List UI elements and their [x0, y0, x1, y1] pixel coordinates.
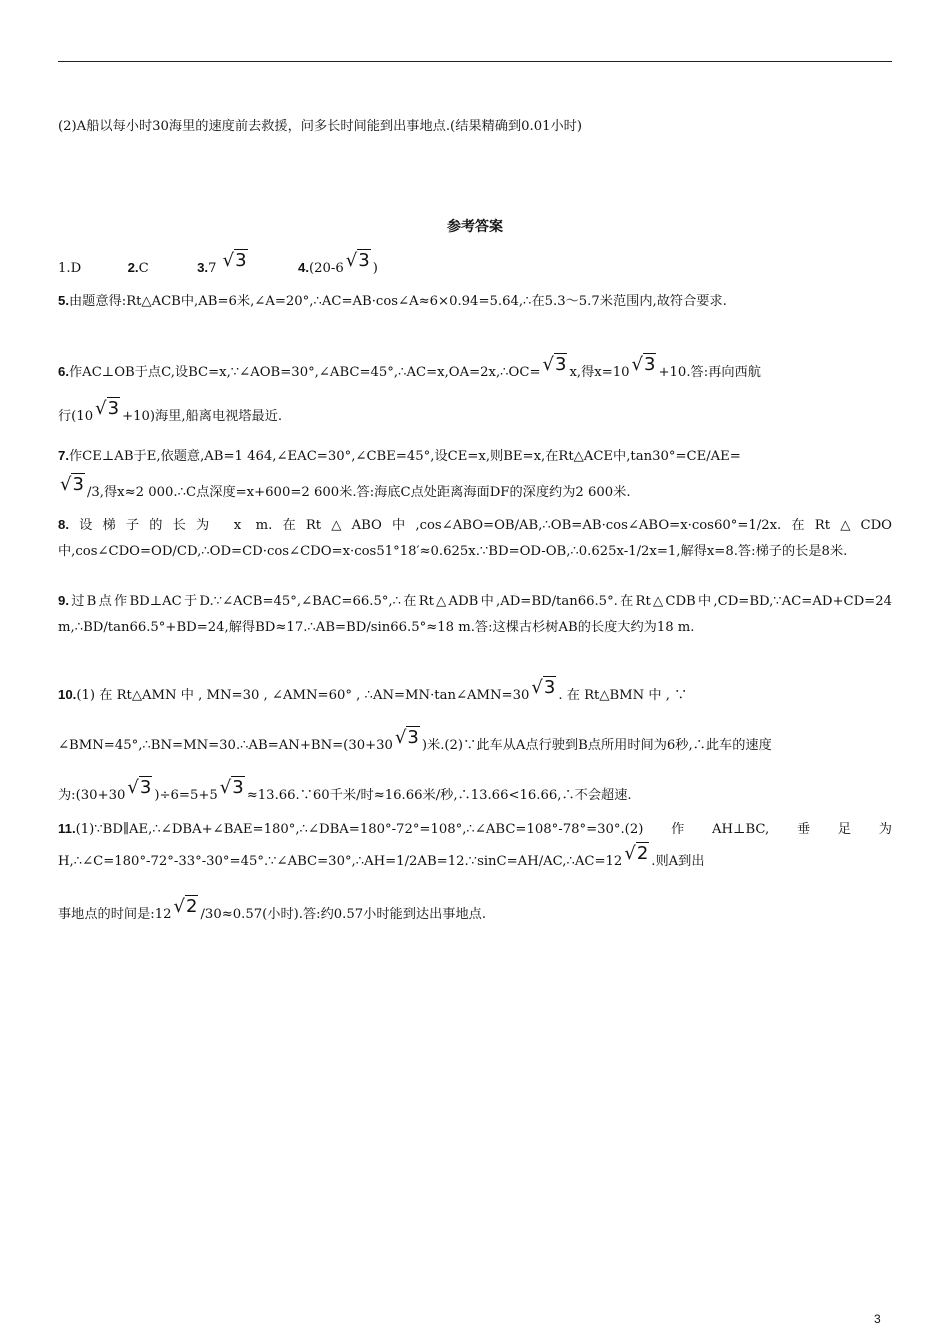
answer-4-number: 4. [298, 260, 309, 275]
answer-6-text: x,得x=10 [569, 365, 630, 380]
sqrt-radicand: 3 [644, 354, 656, 375]
answer-11-text: (1)∵BD∥AE,∴∠DBA+∠BAE=180°,∴∠DBA=180°-72°=108°,∴∠ABC=108°-78°=30°.(2)作AH⊥BC,垂足为H,∴∠C=180°-72°-33°-30°=45°.∵∠ABC=30°,∴AH=1/2AB=12.∵sinC=AH/AC,∴AC=12 [58, 822, 892, 869]
sqrt-radicand: 3 [358, 250, 370, 271]
answer-5-text: 由题意得:Rt△ACB中,AB=6米,∠A=20°,∴AC=AB·cos∠A≈6×0.94=5.64,∴在5.3～5.7米范围内,故符合要求. [69, 294, 727, 309]
answer-1: 1.D [58, 261, 82, 276]
answer-10-text: (1) 在 Rt△AMN 中 , MN=30 , ∠AMN=60° , ∴AN=MN·tan∠AMN=30 [76, 688, 530, 703]
sqrt-symbol: √3 [345, 250, 370, 271]
sqrt-symbol: √2 [173, 896, 198, 917]
answer-8-text: 设梯子的长为 x m.在Rt△ABO中,cos∠ABO=OB/AB,∴OB=AB·cos∠ABO=x·cos60°=1/2x.在Rt△CDO中,cos∠CDO=OD/CD,∴OD=CD·cos∠CDO=x·cos51°18′≈0.625x.∵BD=OD-OB,∴0.625x-1/2x=1,解得x=8.答:梯子的长是8米. [58, 518, 892, 559]
answer-11-text: .则A到出 [651, 854, 705, 869]
answer-11 [58, 814, 892, 877]
answer-4-text: (20-6 [309, 261, 344, 276]
answer-11-text: /30≈0.57(小时).答:约0.57小时能到达出事地点. [200, 907, 487, 922]
answer-2-number: 2. [127, 260, 139, 275]
answer-6-text: 行(10 [58, 409, 94, 424]
answer-11-text: 事地点的时间是:12 [58, 907, 172, 922]
sqrt-radicand: 2 [186, 896, 198, 917]
answer-10 [58, 670, 892, 821]
sqrt-radicand: 3 [232, 777, 244, 798]
answer-2-text: C [138, 261, 149, 276]
answer-9-number: 9. [58, 593, 69, 608]
header-rule [58, 61, 892, 62]
answer-9 [58, 588, 892, 641]
answer-5-number: 5. [58, 293, 69, 308]
answer-11-number: 11. [58, 821, 76, 836]
section-title: 参考答案 [447, 219, 503, 235]
answer-6 [58, 350, 892, 439]
answer-7 [58, 438, 892, 511]
answer-5 [58, 288, 892, 315]
sqrt-symbol: √3 [394, 727, 419, 748]
answer-10-text: )÷6=5+5 [154, 788, 218, 803]
answer-10-number: 10. [58, 687, 77, 702]
answer-7-text: /3,得x≈2 000.∴C点深度=x+600=2 600米.答:海底C点处距离海面DF的深度约为2 600米. [86, 485, 631, 500]
sqrt-radicand: 3 [407, 727, 419, 748]
answer-3-number: 3. [197, 260, 209, 275]
sqrt-radicand: 2 [636, 843, 649, 864]
answer-6-number: 6. [58, 364, 69, 379]
sqrt-radicand: 3 [107, 398, 120, 419]
sqrt-radicand: 3 [235, 250, 247, 271]
answer-3-text: 7 [208, 261, 217, 276]
answer-11-continued [58, 898, 892, 930]
sqrt-symbol: √3 [531, 677, 556, 698]
answer-10-text: ∠BMN=45°,∴BN=MN=30.∴AB=AN+BN=(30+30 [58, 738, 393, 753]
answer-10-text: 为:(30+30 [58, 788, 126, 803]
answer-6-text: +10)海里,船离电视塔最近. [122, 409, 283, 424]
answer-8-number: 8. [58, 517, 69, 532]
sqrt-symbol: √3 [219, 777, 244, 798]
answer-4-close: ) [372, 261, 378, 276]
answer-10-text: . 在 Rt△BMN 中 , ∵ [558, 688, 688, 703]
sqrt-symbol: √3 [60, 474, 84, 495]
sqrt-symbol: √3 [631, 354, 656, 375]
answers-1-4 [58, 252, 892, 282]
answer-6-text: +10.答:再向西航 [658, 365, 761, 380]
sqrt-radicand: 3 [555, 354, 567, 375]
answer-6-text: 作AC⊥OB于点C,设BC=x,∵∠AOB=30°,∠ABC=45°,∴AC=x,OA=2x,∴OC= [69, 365, 541, 380]
question-part-2: (2)A船以每小时30海里的速度前去救援，问多长时间能到出事地点.(结果精确到0.01小时) [58, 119, 583, 134]
sqrt-symbol: √3 [127, 777, 152, 798]
answer-7-number: 7. [58, 448, 69, 463]
sqrt-radicand: 3 [139, 777, 152, 798]
page-number: 3 [874, 1312, 881, 1326]
sqrt-symbol: √3 [542, 354, 567, 375]
sqrt-symbol: √3 [222, 250, 247, 271]
answer-10-text: )米.(2)∵此车从A点行驶到B点所用时间为6秒,∴此车的速度 [421, 738, 772, 753]
answer-9-text: 过B点作BD⊥AC于D.∵∠ACB=45°,∠BAC=66.5°,∴在Rt△ADB中,AD=BD/tan66.5°.在Rt△CDB中,CD=BD,∵AC=AD+CD=24 m,∴BD/tan66.5°+BD=24,解得BD≈17.∴AB=BD/sin66.5°≈18 m.答:这棵古杉树AB的长度大约为18 m. [58, 594, 892, 635]
answer-10-text: ≈13.66.∵60千米/时≈16.66米/秒,∴13.66<16.66,∴不会超速. [246, 788, 632, 803]
sqrt-symbol: √2 [624, 843, 649, 864]
sqrt-radicand: 3 [72, 474, 84, 495]
answer-7-text: 作CE⊥AB于E,依题意,AB=1 464,∠EAC=30°,∠CBE=45°,设CE=x,则BE=x,在Rt△ACE中,tan30°=CE/AE= [69, 449, 741, 464]
sqrt-radicand: 3 [543, 677, 556, 698]
sqrt-symbol: √3 [95, 398, 120, 419]
answer-8 [58, 512, 892, 565]
